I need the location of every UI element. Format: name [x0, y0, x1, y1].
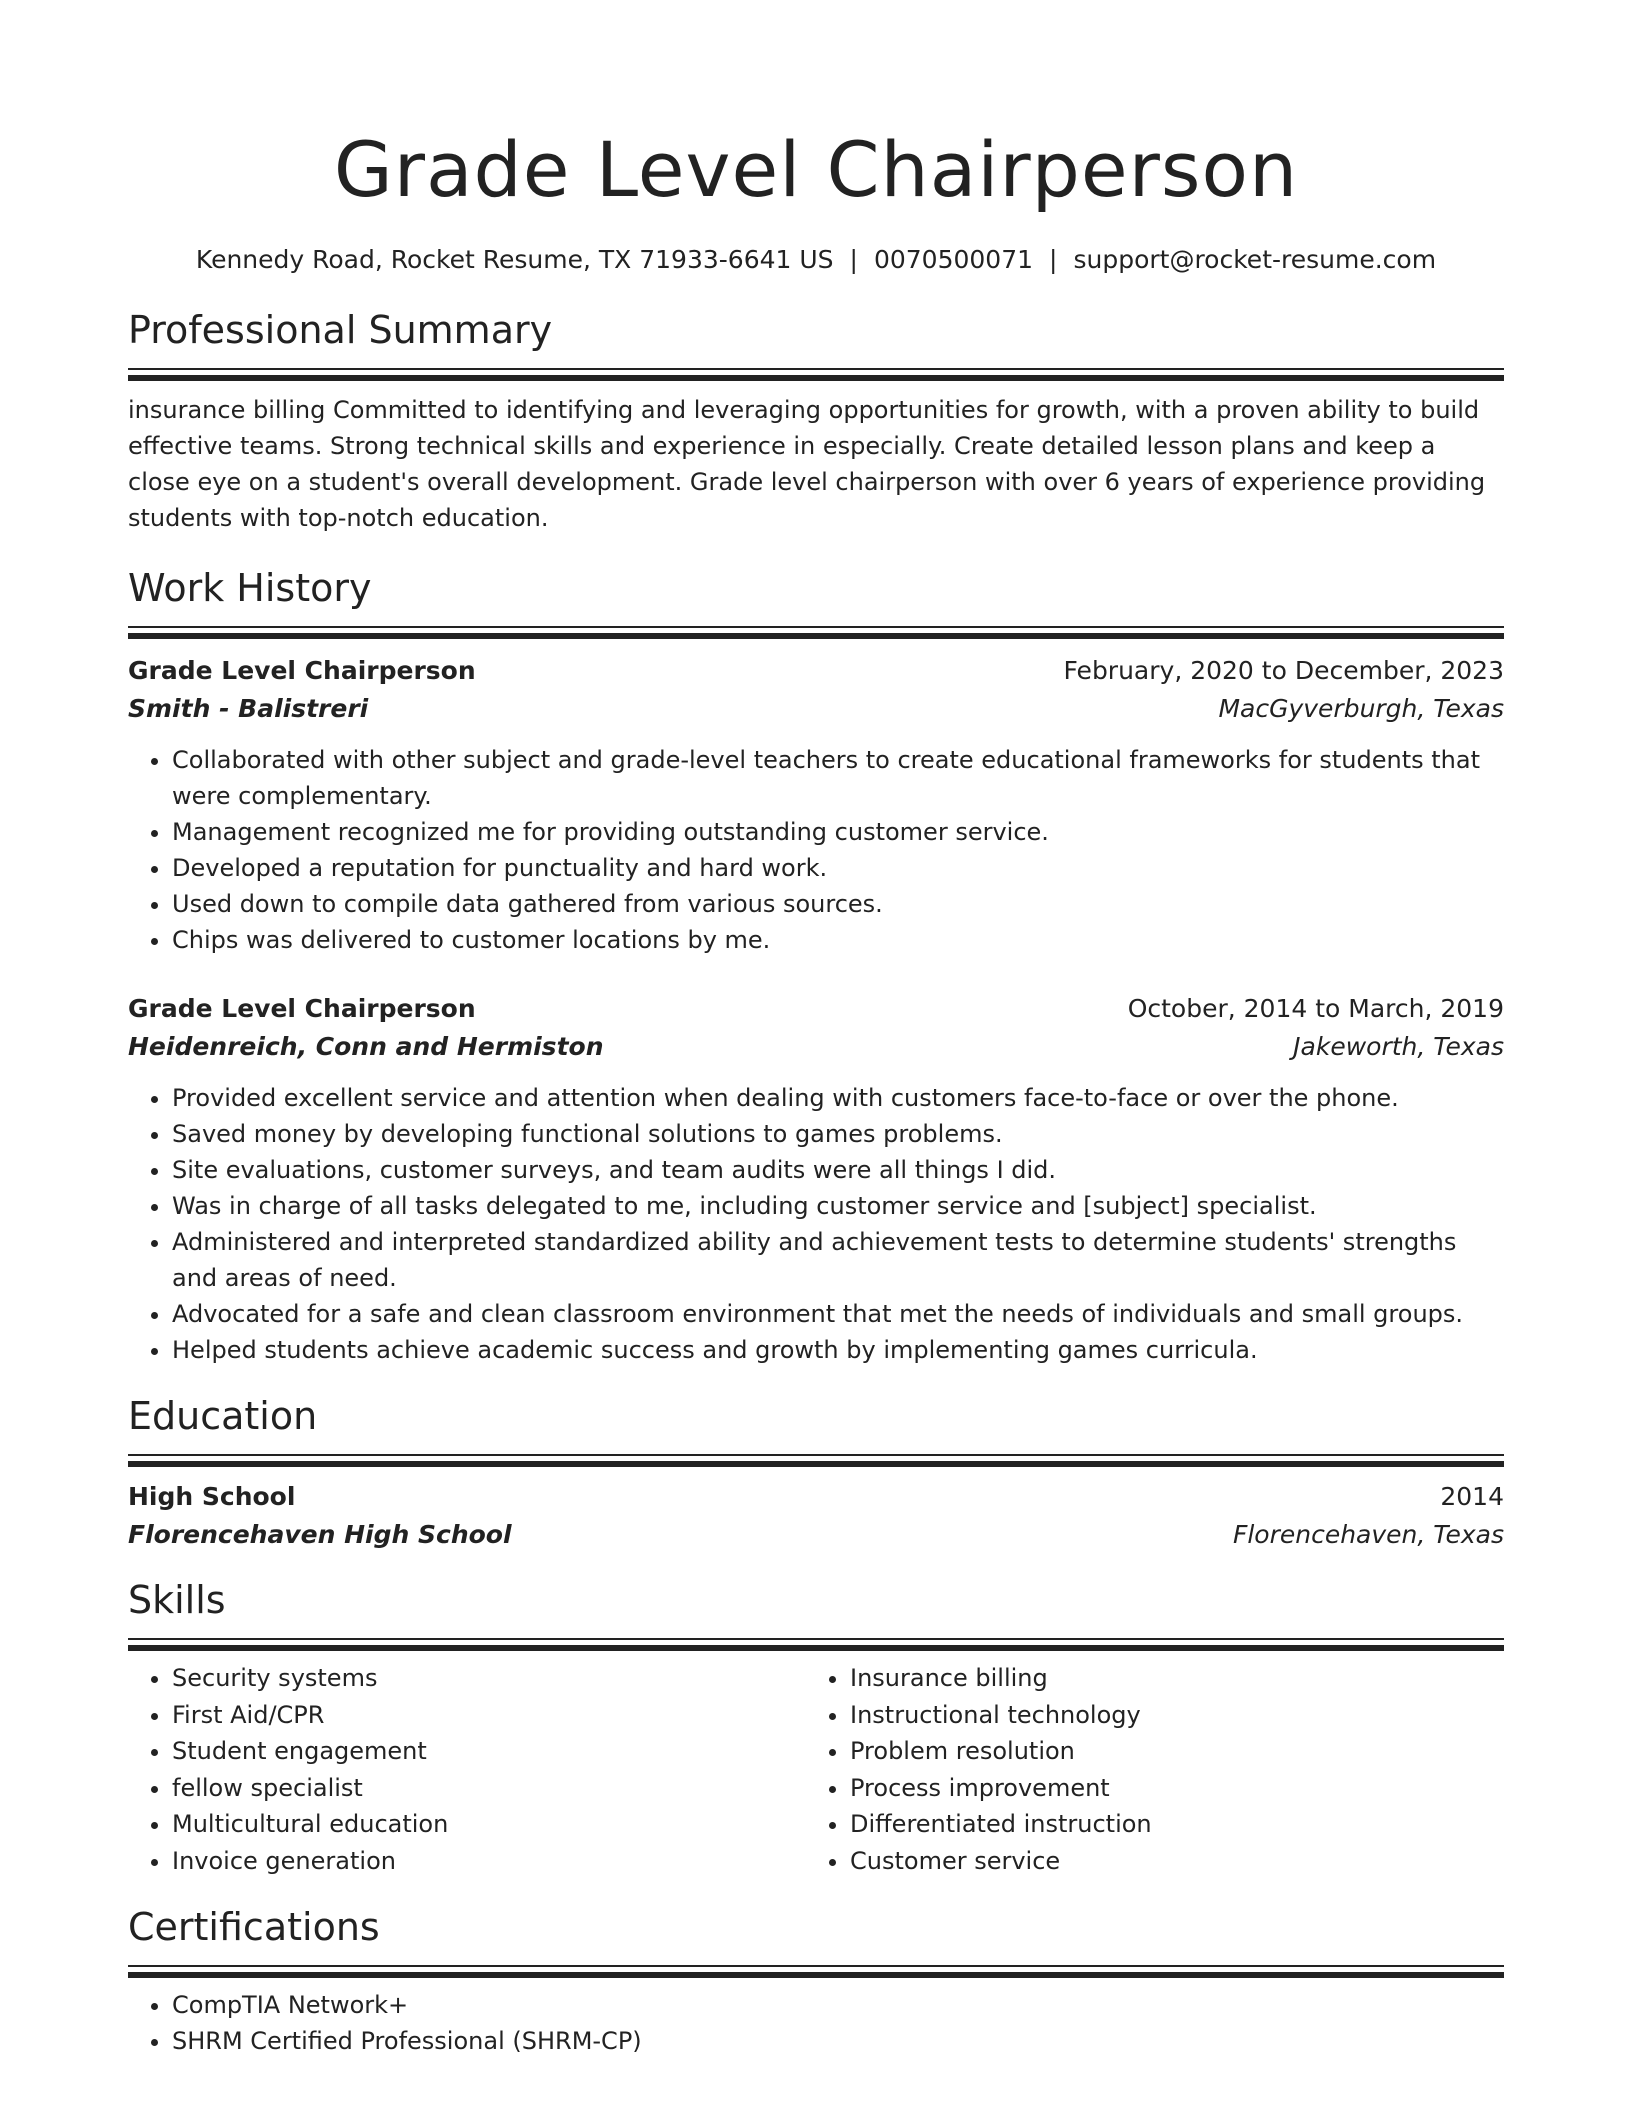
education-school-row: [128, 1516, 1504, 1554]
job-header-row: [128, 990, 1504, 1028]
contact-address: Kennedy Road, Rocket Resume, TX 71933-6641 US: [195, 245, 834, 274]
section-divider: [128, 1965, 1504, 1967]
job-company: Heidenreich, Conn and Hermiston: [128, 1032, 604, 1061]
job-bullet: • Developed a reputation for punctuality and hard work.: [172, 850, 1504, 886]
job-bullet-list: [128, 1080, 1504, 1368]
job-bullet: • Was in charge of all tasks delegated to me, including customer service and [subject] specialist.: [172, 1188, 1504, 1224]
job-bullet: • Management recognized me for providing outstanding customer service.: [172, 814, 1504, 850]
resume-page: [128, 0, 1504, 2059]
certifications-list: [128, 1987, 1504, 2059]
contact-phone: 0070500071: [873, 245, 1034, 274]
skill-item: • Customer service: [850, 1843, 1484, 1880]
skill-item: • Process improvement: [850, 1770, 1484, 1807]
education-location: Florencehaven, Texas: [1232, 1520, 1504, 1549]
skill-item: • First Aid/CPR: [172, 1697, 806, 1734]
job-company-row: [128, 690, 1504, 728]
job-bullet: • Advocated for a safe and clean classroom environment that met the needs of individuals and small groups.: [172, 1296, 1504, 1332]
job-bullet: • Administered and interpreted standardized ability and achievement tests to determine students' strengths and areas of need.: [172, 1224, 1504, 1296]
section-heading-summary: Professional Summary: [128, 308, 553, 352]
skill-item: • Student engagement: [172, 1733, 806, 1770]
education-degree: High School: [128, 1482, 296, 1511]
job-dates: February, 2020 to December, 2023: [1063, 656, 1504, 685]
summary-section: [128, 304, 1504, 536]
skill-item: • Instructional technology: [850, 1697, 1484, 1734]
skills-list-left: [128, 1660, 806, 1879]
job-header-row: [128, 652, 1504, 690]
skill-item: • Multicultural education: [172, 1806, 806, 1843]
job-bullet: • Site evaluations, customer surveys, and team audits were all things I did.: [172, 1152, 1504, 1188]
job-title: Grade Level Chairperson: [128, 656, 476, 685]
certification-item: • SHRM Certified Professional (SHRM-CP): [172, 2023, 1504, 2059]
job-entry: [128, 990, 1504, 1368]
skill-item: • fellow specialist: [172, 1770, 806, 1807]
section-divider: [128, 626, 1504, 628]
education-school: Florencehaven High School: [128, 1520, 512, 1549]
job-entry: [128, 652, 1504, 958]
skill-item: • Differentiated instruction: [850, 1806, 1484, 1843]
job-location: Jakeworth, Texas: [1293, 1032, 1504, 1061]
job-bullet: • Collaborated with other subject and grade-level teachers to create educational frameworks for students that were complementary.: [172, 742, 1504, 814]
resume-name: Grade Level Chairperson: [333, 125, 1299, 214]
job-bullet: • Saved money by developing functional solutions to games problems.: [172, 1116, 1504, 1152]
skill-item: • Security systems: [172, 1660, 806, 1697]
section-divider: [128, 1638, 1504, 1640]
skills-section: [128, 1574, 1504, 1879]
job-bullet: • Helped students achieve academic success and growth by implementing games curricula.: [172, 1332, 1504, 1368]
education-entry: [128, 1478, 1504, 1554]
job-dates: October, 2014 to March, 2019: [1127, 994, 1504, 1023]
skill-item: • Insurance billing: [850, 1660, 1484, 1697]
job-company-row: [128, 1028, 1504, 1066]
job-bullet: • Chips was delivered to customer locations by me.: [172, 922, 1504, 958]
education-header-row: [128, 1478, 1504, 1516]
section-heading-education: Education: [128, 1394, 318, 1438]
section-divider: [128, 368, 1504, 370]
contact-email: support@rocket-resume.com: [1073, 245, 1437, 274]
section-divider: [128, 1454, 1504, 1456]
job-title: Grade Level Chairperson: [128, 994, 476, 1023]
job-bullet: • Used down to compile data gathered from various sources.: [172, 886, 1504, 922]
skill-item: • Invoice generation: [172, 1843, 806, 1880]
job-company: Smith - Balistreri: [128, 694, 369, 723]
section-heading-work: Work History: [128, 566, 372, 610]
skills-list-right: [806, 1660, 1484, 1879]
skill-item: • Problem resolution: [850, 1733, 1484, 1770]
contact-line: [128, 242, 1504, 278]
job-location: MacGyverburgh, Texas: [1218, 694, 1504, 723]
contact-separator: |: [849, 245, 858, 274]
certifications-section: [128, 1901, 1504, 2059]
work-history-section: [128, 562, 1504, 1368]
summary-text: insurance billing Committed to identifying and leveraging opportunities for growth, with a proven ability to build effective teams. Strong technical skills and experience in especially. Create detailed lesson plans and keep a close eye on a student's overall development. Grade level chairperson with over 6 years of experience providing students with top-notch education.: [128, 396, 1486, 532]
contact-separator: |: [1049, 245, 1058, 274]
job-bullet: • Provided excellent service and attention when dealing with customers face-to-face or over the phone.: [172, 1080, 1504, 1116]
skills-grid: [128, 1660, 1504, 1879]
education-section: [128, 1390, 1504, 1554]
education-year: 2014: [1440, 1482, 1504, 1511]
job-bullet-list: [128, 742, 1504, 958]
section-heading-certifications: Certifications: [128, 1905, 380, 1949]
certification-item: • CompTIA Network+: [172, 1987, 1504, 2023]
section-heading-skills: Skills: [128, 1578, 226, 1622]
